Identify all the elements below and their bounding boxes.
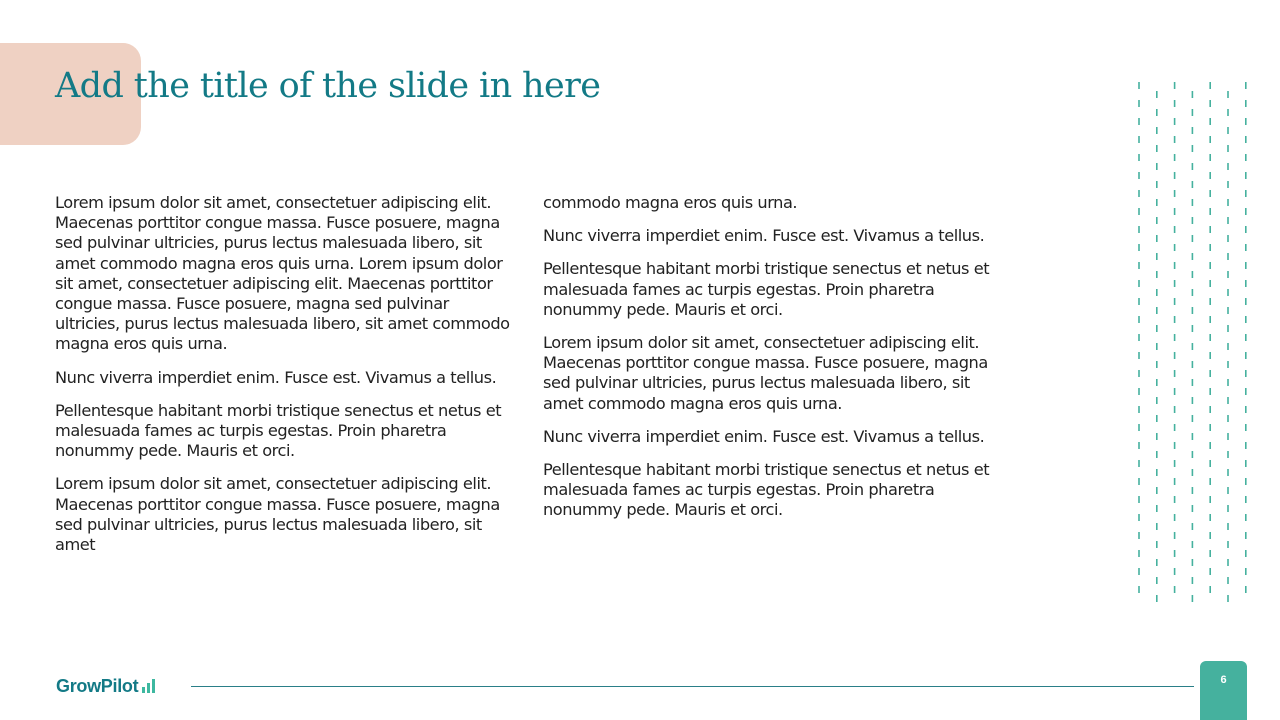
body-paragraph: Nunc viverra imperdiet enim. Fusce est. Vivamus a tellus. <box>543 426 985 446</box>
page-number-tab <box>1200 661 1247 720</box>
body-paragraph: Nunc viverra imperdiet enim. Fusce est. Vivamus a tellus. <box>55 367 497 387</box>
body-right-column <box>543 193 1003 534</box>
body-paragraph: Pellentesque habitant morbi tristique senectus et netus et malesuada fames ac turpis egestas. Proin pharetra nonummy pede. Mauris et orci. <box>55 400 502 461</box>
bar-chart-icon <box>142 679 157 693</box>
body-left-column <box>55 193 515 568</box>
growpilot-logo <box>56 676 157 696</box>
body-paragraph: Pellentesque habitant morbi tristique senectus et netus et malesuada fames ac turpis egestas. Proin pharetra nonummy pede. Mauris et orci. <box>543 460 990 520</box>
decorative-dash-pattern <box>1136 78 1251 606</box>
slide-title: Add the title of the slide in here <box>55 66 601 106</box>
logo-text: GrowPilot <box>56 676 139 696</box>
body-paragraph: Lorem ipsum dolor sit amet, consectetuer adipiscing elit. Maecenas porttitor congue massa. Fusce posuere, magna sed pulvinar ultricies, purus lectus malesuada libero, sit amet <box>55 474 500 555</box>
page-number: 6 <box>1220 674 1227 686</box>
body-paragraph: commodo magna eros quis urna. <box>543 193 798 212</box>
footer-divider <box>191 686 1194 687</box>
body-paragraph: Lorem ipsum dolor sit amet, consectetuer adipiscing elit. Maecenas porttitor congue massa. Fusce posuere, magna sed pulvinar ultricies, purus lectus malesuada libero, sit amet commodo magna eros quis urna. <box>543 333 988 413</box>
body-paragraph: Pellentesque habitant morbi tristique senectus et netus et malesuada fames ac turpis egestas. Proin pharetra nonummy pede. Mauris et orci. <box>543 259 990 319</box>
body-paragraph: Nunc viverra imperdiet enim. Fusce est. Vivamus a tellus. <box>543 226 985 246</box>
body-paragraph: Lorem ipsum dolor sit amet, consectetuer adipiscing elit. Maecenas porttitor congue massa. Fusce posuere, magna sed pulvinar ultricies, purus lectus malesuada libero, sit amet commodo magna eros quis urna. Lorem ipsum dolor sit amet, consectetuer adipiscing elit. Maecenas porttitor congue massa. Fusce posuere, magna sed pulvinar ultricies, purus lectus malesuada libero, sit amet commodo magna eros quis urna. <box>55 193 510 354</box>
